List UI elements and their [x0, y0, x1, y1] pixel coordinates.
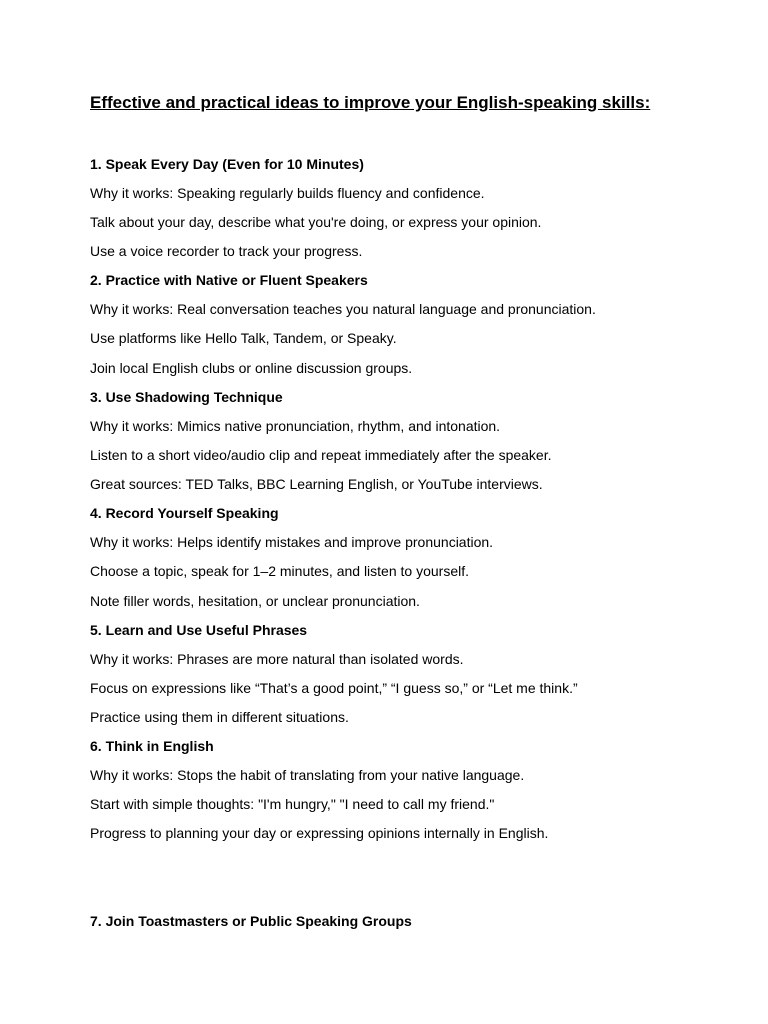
- section-line: Why it works: Real conversation teaches you natural language and pronunciation.: [90, 301, 596, 317]
- section-heading: 7. Join Toastmasters or Public Speaking Groups: [90, 913, 412, 929]
- section-line: Focus on expressions like “That’s a good point,” “I guess so,” or “Let me think.”: [90, 680, 578, 696]
- section-line: Why it works: Mimics native pronunciation, rhythm, and intonation.: [90, 418, 501, 434]
- section-line: Use platforms like Hello Talk, Tandem, or Speaky.: [90, 330, 397, 346]
- section-line: Note filler words, hesitation, or unclear pronunciation.: [90, 593, 420, 609]
- section-line: Great sources: TED Talks, BBC Learning English, or YouTube interviews.: [90, 476, 543, 492]
- section-heading: 1. Speak Every Day (Even for 10 Minutes): [90, 156, 364, 172]
- section-line: Practice using them in different situations.: [90, 709, 349, 725]
- section-line: Listen to a short video/audio clip and repeat immediately after the speaker.: [90, 447, 552, 463]
- section-line: Use a voice recorder to track your progress.: [90, 243, 363, 259]
- section-line: Choose a topic, speak for 1–2 minutes, and listen to yourself.: [90, 563, 469, 579]
- section-line: Why it works: Phrases are more natural than isolated words.: [90, 651, 464, 667]
- section-line: Start with simple thoughts: "I'm hungry," "I need to call my friend.": [90, 796, 495, 812]
- section-line: Talk about your day, describe what you're doing, or express your opinion.: [90, 214, 542, 230]
- section-heading: 2. Practice with Native or Fluent Speakers: [90, 272, 368, 288]
- section-line: Why it works: Speaking regularly builds fluency and confidence.: [90, 185, 485, 201]
- document-title: Effective and practical ideas to improve your English-speaking skills:: [90, 93, 651, 112]
- section-heading: 5. Learn and Use Useful Phrases: [90, 622, 308, 638]
- section-line: Why it works: Stops the habit of translating from your native language.: [90, 767, 525, 783]
- section-heading: 6. Think in English: [90, 738, 214, 754]
- section-heading: 4. Record Yourself Speaking: [90, 505, 279, 521]
- section-line: Progress to planning your day or expressing opinions internally in English.: [90, 825, 549, 841]
- section-heading: 3. Use Shadowing Technique: [90, 389, 283, 405]
- section-line: Why it works: Helps identify mistakes and improve pronunciation.: [90, 534, 494, 550]
- section-line: Join local English clubs or online discussion groups.: [90, 360, 413, 376]
